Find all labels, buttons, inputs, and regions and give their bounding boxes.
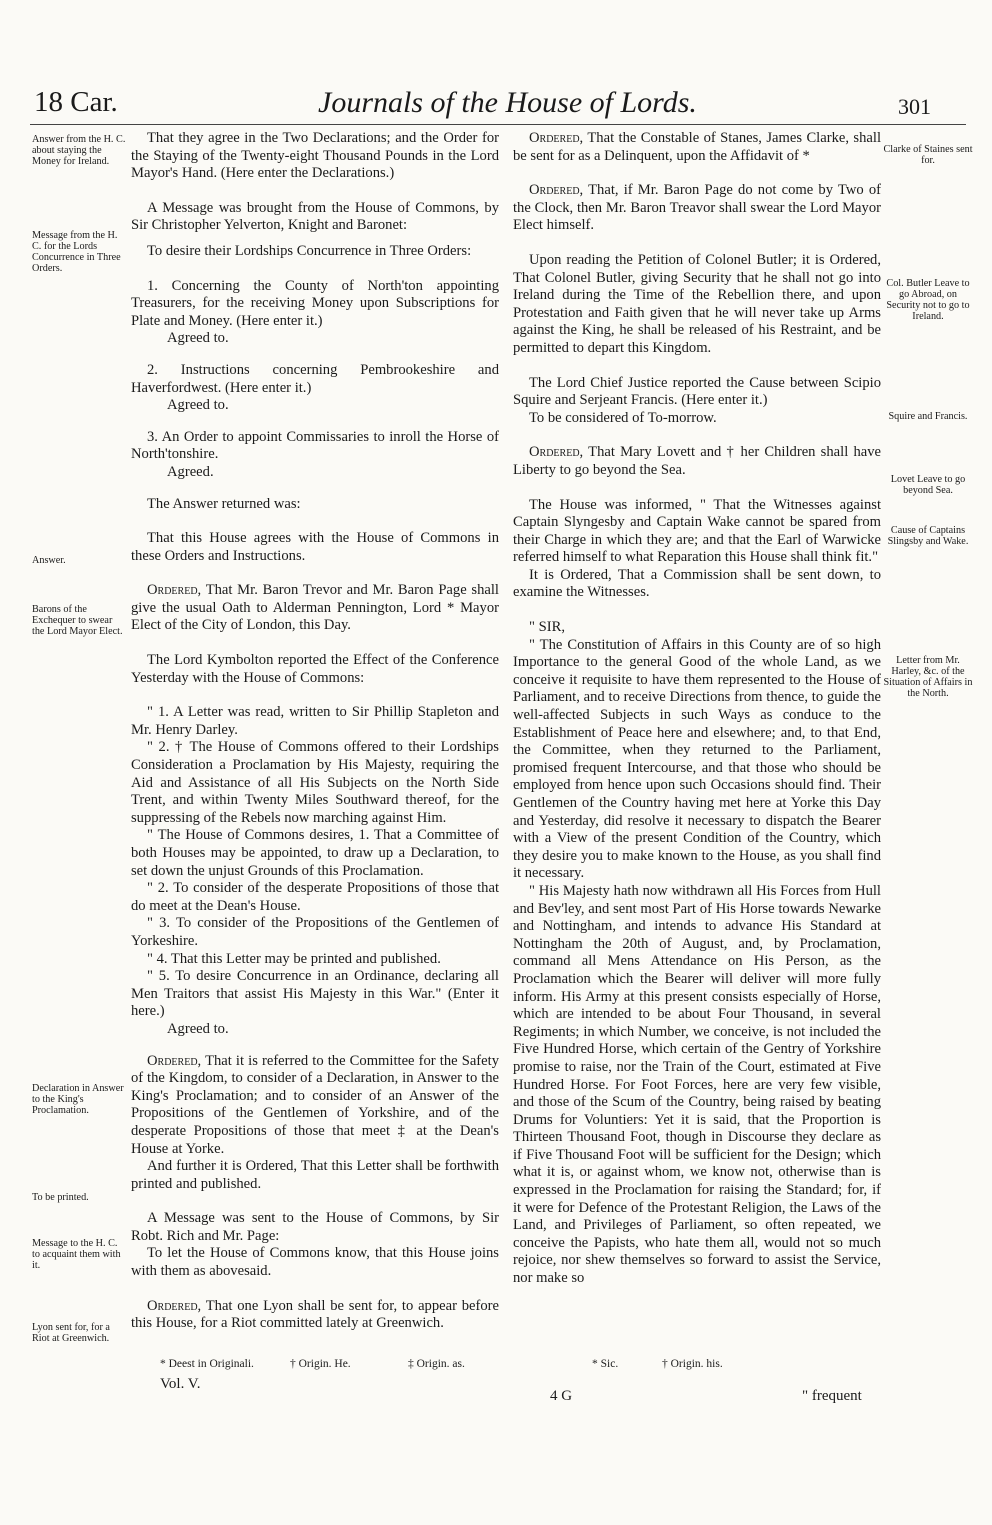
- agreed-line: Agreed.: [167, 463, 214, 480]
- paragraph: 2. Instructions concerning Pembrookeshire and Haverfordwest. (Here enter it.): [131, 361, 499, 396]
- footnote: † Origin. his.: [662, 1358, 723, 1370]
- paragraph: A Message was sent to the House of Commons, by Sir Robt. Rich and Mr. Page:: [131, 1210, 499, 1244]
- paragraph: 3. An Order to appoint Commissaries to inroll the Horse of North'tonshire.: [131, 428, 499, 463]
- paragraph: [513, 130, 881, 165]
- paragraph: Upon reading the Petition of Colonel Butler; it is Ordered, That Colonel Butler, giving Security that he shall not go into Ireland during the Time of the Rebellion there, and upon Protestation and Faith given that he will never take up Arms against the King, he shall be released of his Restraint, and be permitted to depart this Kingdom.: [513, 251, 881, 356]
- paragraph: [131, 582, 499, 635]
- paragraph: The House was informed, " That the Witnesses against Captain Slyngesby and Captain Wake cannot be spared from their Charge in which they are; and that the Earl of Warwicke referred himself to what Reparation this House shall think fit.": [513, 496, 881, 566]
- footnote: * Deest in Originali.: [160, 1358, 254, 1370]
- catchword: " frequent: [802, 1388, 862, 1404]
- paragraph: [131, 1298, 499, 1333]
- paragraph: The Lord Kymbolton reported the Effect of the Conference Yesterday with the House of Commons:: [131, 652, 499, 686]
- paragraph-text: That Mr. Baron Trevor and Mr. Baron Page shall give the usual Oath to Alderman Pennington, Lord * Mayor Elect of the City of London, this Day.: [131, 582, 499, 634]
- quoted-line: " 2. To consider of the desperate Propositions of those that do meet at the Dean's House.: [131, 880, 499, 914]
- margin-note: Letter from Mr. Harley, &c. of the Situation of Affairs in the North.: [883, 655, 973, 699]
- footnote: * Sic.: [592, 1358, 619, 1370]
- letter-salutation: " SIR,: [529, 619, 565, 636]
- paragraph-text: That Mary Lovett and † her Children shall have Liberty to go beyond the Sea.: [513, 444, 881, 478]
- agreed-line: Agreed to.: [167, 330, 229, 347]
- ordered-lead: Ordered,: [147, 1297, 202, 1314]
- paragraph-text: That one Lyon shall be sent for, to appear before this House, for a Riot committed lately at Greenwich.: [131, 1297, 499, 1332]
- paragraph: [513, 444, 881, 479]
- paragraph: A Message was brought from the House of Commons, by Sir Christopher Yelverton, Knight and Baronet:: [131, 199, 499, 234]
- running-header: [0, 86, 992, 126]
- ordered-lead: Ordered,: [529, 444, 584, 461]
- page-number: 301: [898, 94, 931, 119]
- paragraph: To desire their Lordships Concurrence in Three Orders:: [147, 242, 472, 259]
- paragraph-text: That the Constable of Stanes, James Clarke, shall be sent for as a Delinquent, upon the Affidavit of *: [513, 130, 881, 164]
- paragraph: That they agree in the Two Declarations; and the Order for the Staying of the Twenty-eight Thousand Pounds in the Lord Mayor's Hand. (Here enter the Declarations.): [131, 130, 499, 182]
- quoted-line: " 1. A Letter was read, written to Sir Phillip Stapleton and Mr. Henry Darley.: [131, 704, 499, 738]
- margin-note: Message to the H. C. to acquaint them with it.: [32, 1238, 121, 1271]
- ordered-lead: Ordered,: [147, 582, 202, 599]
- quoted-line: " 3. To consider of the Propositions of the Gentlemen of Yorkeshire.: [131, 915, 499, 949]
- footnote: ‡ Origin. as.: [408, 1358, 465, 1370]
- footnote: † Origin. He.: [290, 1358, 351, 1370]
- right-column: [513, 130, 881, 1288]
- agreed-line: Agreed to.: [167, 1020, 229, 1037]
- quoted-line: " The House of Commons desires, 1. That a Committee of both Houses may be appointed, to draw up a Declaration, to set down the unjust Grounds of this Proclamation.: [131, 827, 499, 879]
- ordered-lead: Ordered,: [529, 182, 584, 199]
- paragraph: [513, 182, 881, 235]
- margin-note: Answer from the H. C. about staying the Money for Ireland.: [32, 134, 126, 167]
- margin-note: Barons of the Exchequer to swear the Lord Mayor Elect.: [32, 604, 123, 637]
- paragraph-text: That it is referred to the Committee for the Safety of the Kingdom, to consider of a Declaration, in Answer to the King's Proclamation; and to consider of an Answer of the Propositions of the Gentlemen of Yorkshire, and of the desperate Propositions of those that meet ‡ at the Dean's House at Yorke.: [131, 1052, 499, 1157]
- quoted-line: " 2. † The House of Commons offered to their Lordships Consideration a Proclamation by His Majesty, requiring the Aid and Assistance of all His Subjects on the North Side Trent, and within Twenty Miles Southward thereof, for the suppressing of the Rebels now marching against Him.: [131, 739, 499, 826]
- margin-note: Cause of Captains Slingsby and Wake.: [887, 525, 969, 547]
- agreed-line: Agreed to.: [167, 397, 229, 414]
- paragraph: It is Ordered, That a Commission shall be sent down, to examine the Witnesses.: [513, 566, 881, 601]
- margin-note: Squire and Francis.: [888, 411, 968, 422]
- margin-note: Message from the H. C. for the Lords Concurrence in Three Orders.: [32, 230, 121, 274]
- paragraph: The Answer returned was:: [147, 495, 301, 512]
- paragraph: And further it is Ordered, That this Letter shall be forthwith printed and published.: [131, 1158, 499, 1192]
- paragraph-text: That, if Mr. Baron Page do not come by Two of the Clock, then Mr. Baron Treavor shall swear the Lord Mayor Elect himself.: [513, 182, 881, 234]
- header-rule: [30, 124, 966, 125]
- signature-mark: 4 G: [550, 1388, 573, 1404]
- paragraph: 1. Concerning the County of North'ton appointing Treasurers, for the receiving Money upon Subscriptions for Plate and Money. (Here enter it.): [131, 277, 499, 329]
- margin-note: Col. Butler Leave to go Abroad, on Security not to go to Ireland.: [886, 278, 970, 322]
- margin-note: To be printed.: [32, 1192, 89, 1203]
- margin-note: Lyon sent for, for a Riot at Greenwich.: [32, 1322, 110, 1344]
- paragraph: That this House agrees with the House of Commons in these Orders and Instructions.: [131, 530, 499, 564]
- paragraph: To let the House of Commons know, that this House joins with them as abovesaid.: [131, 1245, 499, 1280]
- quoted-line: " 5. To desire Concurrence in an Ordinance, declaring all Men Traitors that assist His Majesty in this War." (Enter it here.): [131, 968, 499, 1020]
- paragraph: [131, 1053, 499, 1159]
- margin-note: Clarke of Staines sent for.: [883, 144, 973, 166]
- volume-label: Vol. V.: [160, 1376, 201, 1392]
- margin-note: Lovet Leave to go beyond Sea.: [890, 474, 966, 496]
- header-title: Journals of the House of Lords.: [318, 86, 697, 119]
- paragraph: The Lord Chief Justice reported the Cause between Scipio Squire and Serjeant Francis. (Here enter it.): [513, 374, 881, 409]
- margin-note: Declaration in Answer to the King's Proclamation.: [32, 1083, 124, 1116]
- ordered-lead: Ordered,: [529, 130, 584, 146]
- header-regnal-year: 18 Car.: [34, 86, 118, 118]
- letter-paragraph: " His Majesty hath now withdrawn all His Forces from Hull and Bev'ley, and sent most Part of His Horse towards Newarke and Nottingham, and intends to advance His Standard at Nottingham the 20th of August, and, by Proclamation, command all Mens Attendance on His Person, as the Proclamation which the Bearer will deliver will more fully inform. His Army at this present consists especially of Horse, which are intended to be about Four Thousand, in several Regiments; in which Number, we conceive, is not included the Five Hundred Horse, which certain of the Gentry of Yorkshire promise to raise, nor the Train of the Court, estimated at Five Hundred Horse. For Foot Forces, here are very few visible, and those of the Scum of the Country, being raised by beating Drums for Voluntiers: Yet it is said, that the Proportion is Thirteen Thousand Foot, though in Discourse they declare as if Five Thousand Foot will be sufficient for the Design; which what it is, or against whom, we know not, otherwise than is expressed in the Proclamation for raising the Standard; for, if it were for Defence of the Protestant Religion, the Laws of the Land, and Privileges of Parliament, so often repeated, we conceive the Papists, who hate them all, would not so much rejoice, nor shew themselves so forward to assist the Service, nor make so: [513, 882, 881, 1287]
- left-column: [131, 130, 499, 1350]
- ordered-lead: Ordered,: [147, 1052, 202, 1069]
- letter-paragraph: " The Constitution of Affairs in this County are of so high Importance to the general Good of the whole Land, as we conceive it requisite to have them represented to the House of Parliament, and to receive Directions from thence, to guide the well-affected Subjects in such Ways as conduce to the Establishment of Peace here and elsewhere; and, to that End, the Committee, when they returned to the Parliament, promised frequent Intercourse, and that those who should be employed from hence upon such Occasions should find. Their Gentlemen of the Country having met here at Yorke this Day and Yesterday, did resolve it necessary to dispatch the Bearer with a View of the present Condition of the Country, which they desire you to make known to the House, as you shall find it necessary.: [513, 636, 881, 882]
- paragraph: To be considered of To-morrow.: [529, 409, 717, 426]
- margin-note: Answer.: [32, 555, 66, 566]
- quoted-line: " 4. That this Letter may be printed and published.: [147, 950, 441, 967]
